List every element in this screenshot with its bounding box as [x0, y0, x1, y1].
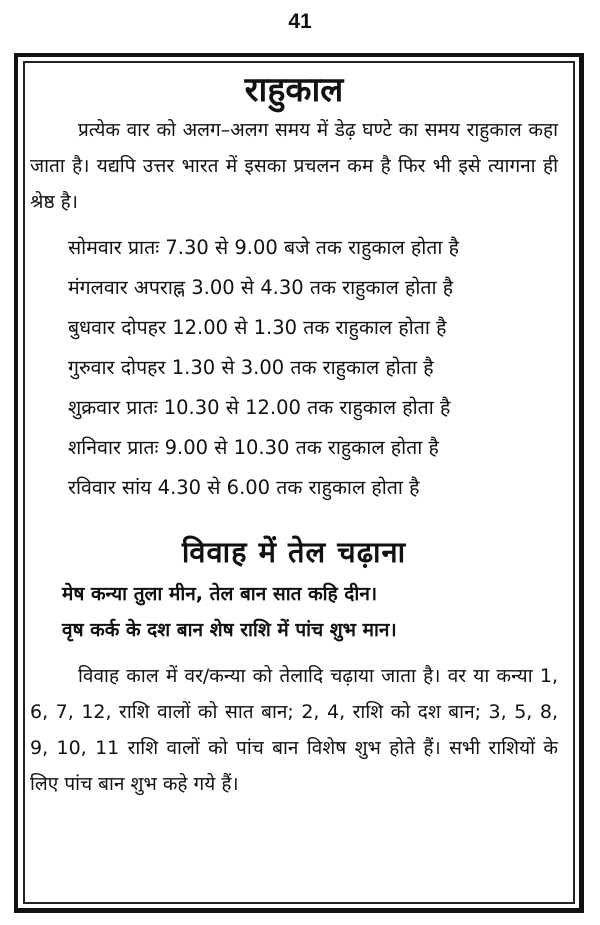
section-rahukaal — [30, 68, 558, 508]
section-title-rahukaal: राहुकाल — [244, 70, 344, 110]
list-item-tuesday: मंगलवार अपराह्न 3.00 से 4.30 तक राहुकाल होता है — [68, 276, 454, 299]
tel-body-paragraph: विवाह काल में वर/कन्या को तेलादि चढ़ाया जाता है। वर या कन्या 1, 6, 7, 12, राशि वालों को सात बान; 2, 4, राशि को दश बान; 3, 5, 8, 9, 10, 11 राशि वालों को पांच बान विशेष शुभ होते हैं। सभी राशियों के लिए पांच बान शुभ कहे गये हैं। — [30, 665, 558, 795]
list-item-monday: सोमवार प्रातः 7.30 से 9.00 बजे तक राहुकाल होता है — [68, 236, 460, 259]
verse-block — [30, 576, 558, 648]
list-item-thursday: गुरुवार दोपहर 1.30 से 3.00 तक राहुकाल होता है — [68, 356, 434, 379]
page-number: 41 — [288, 10, 312, 33]
page-content — [30, 60, 558, 802]
list-item-friday: शुक्रवार प्रातः 10.30 से 12.00 तक राहुकाल होता है — [68, 396, 451, 419]
list-item-wednesday: बुधवार दोपहर 12.00 से 1.30 तक राहुकाल होता है — [68, 316, 447, 339]
section-tel-chadhana — [30, 530, 558, 802]
section-title-tel-chadhana: विवाह में तेल चढ़ाना — [181, 535, 407, 569]
rahukaal-intro-paragraph: प्रत्येक वार को अलग–अलग समय में डेढ़ घण्टे का समय राहुकाल कहा जाता है। यद्यपि उत्तर भारत में इसका प्रचलन कम है फिर भी इसे त्यागना ही श्रेष्ठ है। — [30, 119, 558, 213]
list-item-sunday: रविवार सांय 4.30 से 6.00 तक राहुकाल होता है — [68, 476, 420, 499]
verse-line-2: वृष कर्क के दश बान शेष राशि में पांच शुभ मान। — [62, 619, 397, 641]
rahukaal-schedule-list — [30, 228, 558, 508]
list-item-saturday: शनिवार प्रातः 9.00 से 10.30 तक राहुकाल होता है — [68, 436, 439, 459]
verse-line-1: मेष कन्या तुला मीन, तेल बान सात कहि दीन। — [62, 583, 378, 605]
